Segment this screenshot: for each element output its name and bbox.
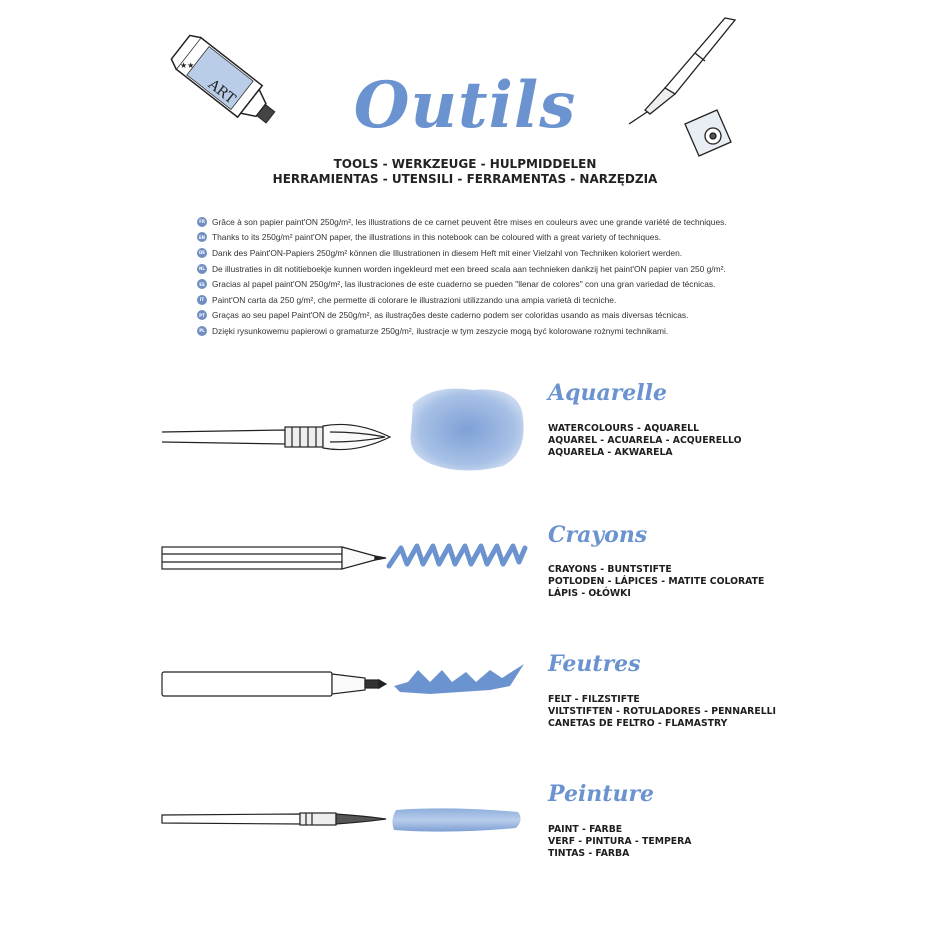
tool-line: PAINT - FARBE [548, 824, 623, 835]
tool-line: AQUAREL - ACUARELA - ACQUERELLO [548, 435, 742, 447]
language-code-badge: DE [197, 248, 207, 258]
language-code-badge: ES [197, 279, 207, 289]
language-text: Dzięki rysunkowemu papierowi o gramaturze 250g/m², ilustracje w tym zeszycie mogą być kolorowane rożnymi technikami. [212, 325, 669, 336]
language-list [197, 214, 757, 339]
page-subtitle [0, 157, 930, 187]
felt-swatch [390, 660, 528, 704]
language-text: Gracias al papel paint'ON 250g/m², las ilustraciones de este cuaderno se pueden "llenar de colores" con una gran variedad de técnicas. [212, 279, 716, 290]
language-code-badge: FR [197, 217, 207, 227]
watercolor-swatch [403, 384, 528, 472]
tool-heading: Aquarelle [548, 380, 668, 406]
language-row [197, 261, 757, 277]
tool-line: AQUARELA - AKWARELA [548, 447, 673, 459]
tool-line: TINTAS - FARBA [548, 848, 630, 860]
tool-line: LÁPIS - OŁÓWKI [548, 588, 631, 600]
tool-line: CANETAS DE FELTRO - FLAMASTRY [548, 718, 728, 730]
tube-stars: ★★ [180, 61, 195, 70]
paint-brush-illustration [160, 808, 390, 830]
language-code-badge: NL [197, 264, 207, 274]
tool-heading: Feutres [548, 651, 641, 677]
tool-line: VILTSTIFTEN - ROTULADORES - PENNARELLI [548, 706, 777, 718]
pencil-illustration [160, 544, 390, 574]
tool-line: CRAYONS - BUNTSTIFTE [548, 564, 672, 575]
language-row [197, 245, 757, 261]
language-text: Paint'ON carta da 250 g/m², che permette di colorare le illustrazioni utilizzando una ampia varietà di tecniche. [212, 294, 617, 305]
paint-swatch [390, 804, 525, 836]
language-row [197, 214, 757, 230]
page-title: Outils [353, 68, 577, 143]
language-code-badge: PL [197, 326, 207, 336]
language-code-badge: EN [197, 232, 207, 242]
crayon-swatch [385, 540, 530, 572]
felt-pen-illustration [160, 668, 390, 702]
tool-heading: Peinture [548, 781, 655, 807]
tool-heading: Crayons [548, 522, 648, 548]
language-row [197, 323, 757, 339]
language-text: Graças ao seu papel Paint'ON de 250g/m², as ilustrações deste caderno podem ser coloridas usando as mais diversas técnicas. [212, 310, 689, 321]
language-row [197, 276, 757, 292]
tool-description [548, 824, 691, 861]
language-text: Grâce à son papier paint'ON 250g/m², les illustrations de ce carnet peuvent être mises en couleurs avec une grande variété de techniques. [212, 216, 727, 227]
tool-line: VERF - PINTURA - TEMPERA [548, 836, 692, 848]
tool-line: FELT - FILZSTIFTE [548, 694, 640, 705]
language-row [197, 292, 757, 308]
tool-line: POTLODEN - LÁPICES - MATITE COLORATE [548, 576, 765, 588]
subtitle-line: TOOLS - WERKZEUGE - HULPMIDDELEN [333, 157, 597, 171]
tool-description [548, 423, 742, 460]
tube-label: ART [204, 76, 239, 108]
language-row [197, 230, 757, 246]
subtitle-line: HERRAMIENTAS - UTENSILI - FERRAMENTAS - NARZĘDZIA [272, 172, 658, 186]
tool-line: WATERCOLOURS - AQUARELL [548, 423, 700, 434]
language-text: De illustraties in dit notitieboekje kunnen worden ingekleurd met een breed scala aan technieken dankzij het paint'ON papier van 250 g/m². [212, 263, 726, 274]
language-text: Dank des Paint'ON-Papiers 250g/m² können die Illustrationen in diesem Heft mit einer Vielzahl von Techniken koloriert werden. [212, 247, 683, 258]
language-row [197, 308, 757, 324]
language-code-badge: PT [197, 310, 207, 320]
tool-description [548, 694, 776, 731]
tool-description [548, 564, 764, 601]
language-text: Thanks to its 250g/m² paint'ON paper, the illustrations in this notebook can be coloured with a great variety of techniques. [212, 232, 661, 243]
watercolor-brush-illustration [160, 418, 395, 458]
language-code-badge: IT [197, 295, 207, 305]
